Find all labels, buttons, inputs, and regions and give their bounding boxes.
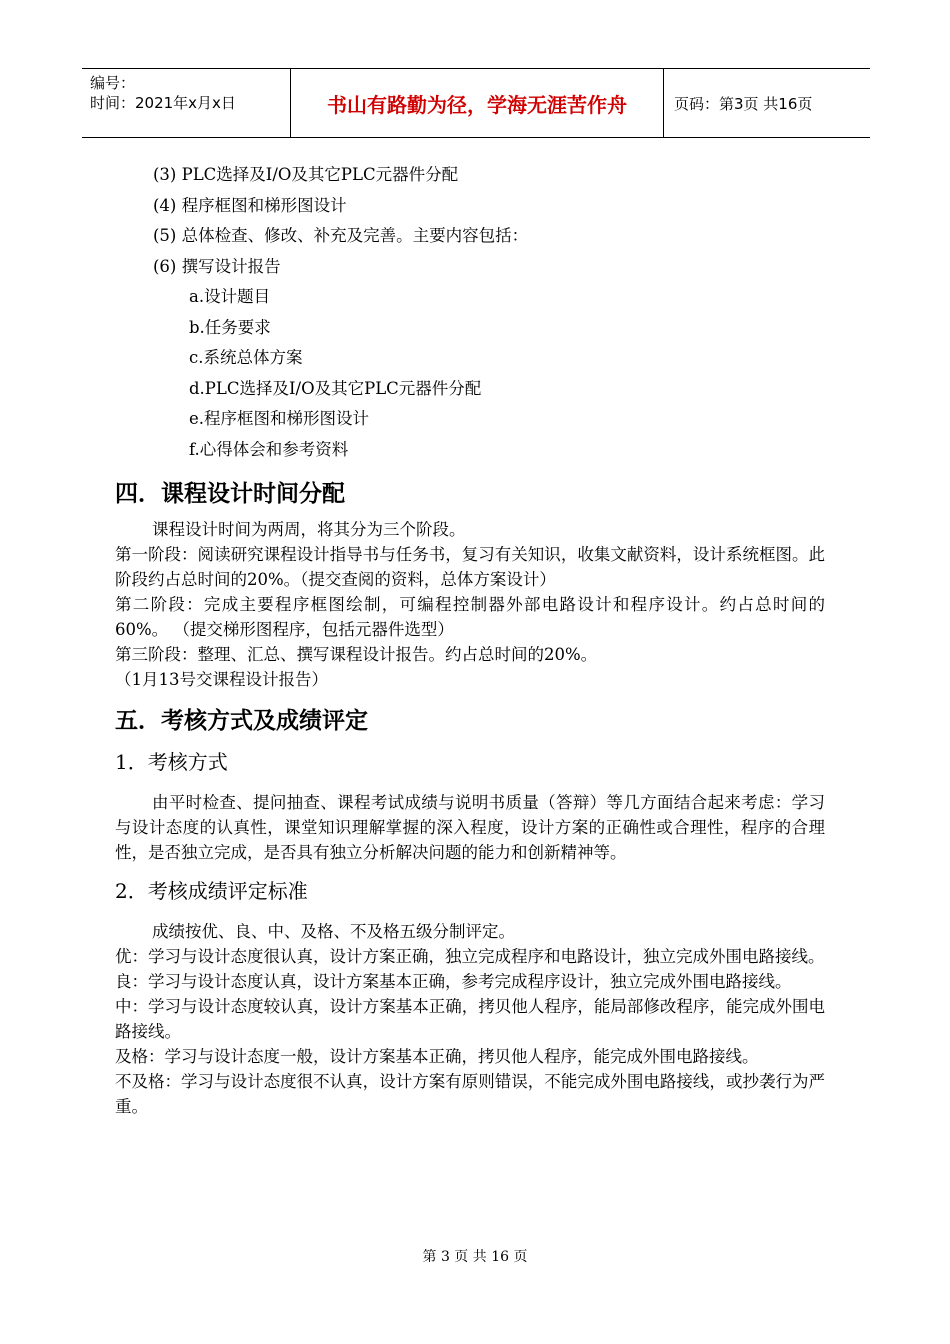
section-heading: 四．课程设计时间分配 — [115, 481, 345, 507]
paragraph: 第一阶段：阅读研究课程设计指导书与任务书，复习有关知识，收集文献资料，设计系统框图。此阶段约占总时间的20%。（提交查阅的资料，总体方案设计） — [115, 545, 825, 589]
grade-paragraph: 不及格：学习与设计态度很不认真，设计方案有原则错误，不能完成外围电路接线，或抄袭行为严重。 — [115, 1072, 825, 1116]
sub-list-item: f.心得体会和参考资料 — [189, 439, 349, 459]
sub-list-item: b.任务要求 — [189, 317, 271, 337]
subsection-heading: 2．考核成绩评定标准 — [115, 879, 308, 903]
list-item: (5) 总体检查、修改、补充及完善。主要内容包括： — [153, 226, 529, 245]
paragraph: 第三阶段：整理、汇总、撰写课程设计报告。约占总时间的20%。 — [115, 645, 598, 664]
header-page-info: 页码：第3页 共16页 — [674, 94, 813, 113]
sub-list-item: c.系统总体方案 — [189, 348, 303, 367]
doc-time-label: 时间：2021年x月x日 — [90, 94, 236, 112]
list-item: (6) 撰写设计报告 — [153, 256, 281, 276]
sub-list-item: a.设计题目 — [189, 287, 271, 306]
list-item: (3) PLC选择及I/O及其它PLC元器件分配 — [153, 165, 459, 184]
paragraph: 由平时检查、提问抽查、课程考试成绩与说明书质量（答辩）等几方面结合起来考虑：学习与设计态度的认真性，课堂知识理解掌握的深入程度，设计方案的正确性或合理性，程序的合理性，是否独立完成，是否具有独立分析解决问题的能力和创新精神等。 — [115, 793, 825, 862]
grade-paragraph: 良：学习与设计态度认真，设计方案基本正确，参考完成程序设计，独立完成外围电路接线。 — [115, 972, 792, 991]
sub-list-item: e.程序框图和梯形图设计 — [189, 409, 370, 428]
document-body — [115, 160, 825, 1119]
subsection-heading: 1．考核方式 — [115, 750, 228, 774]
header-motto: 书山有路勤为径，学海无涯苦作舟 — [291, 69, 664, 137]
grade-paragraph: 及格：学习与设计态度一般，设计方案基本正确，拷贝他人程序，能完成外围电路接线。 — [115, 1047, 759, 1066]
sub-list-item: d.PLC选择及I/O及其它PLC元器件分配 — [189, 378, 482, 398]
page-header — [82, 68, 870, 138]
paragraph: 课程设计时间为两周，将其分为三个阶段。 — [152, 520, 466, 539]
grade-paragraph: 优：学习与设计态度很认真，设计方案正确，独立完成程序和电路设计，独立完成外围电路接线。 — [115, 947, 825, 966]
page-footer: 第 3 页 共 16 页 — [422, 1249, 528, 1265]
grade-paragraph: 中：学习与设计态度较认真，设计方案基本正确，拷贝他人程序，能局部修改程序，能完成外围电路接线。 — [115, 997, 825, 1041]
paragraph: 第二阶段：完成主要程序框图绘制，可编程控制器外部电路设计和程序设计。约占总时间的60%。 （提交梯形图程序，包括元器件选型） — [115, 595, 825, 639]
paragraph: 成绩按优、良、中、及格、不及格五级分制评定。 — [152, 922, 515, 941]
section-heading: 五．考核方式及成绩评定 — [115, 708, 368, 734]
header-meta — [82, 69, 291, 137]
doc-code-label: 编号： — [90, 74, 136, 92]
list-item: (4) 程序框图和梯形图设计 — [153, 195, 347, 215]
paragraph: （1月13号交课程设计报告） — [115, 670, 328, 689]
